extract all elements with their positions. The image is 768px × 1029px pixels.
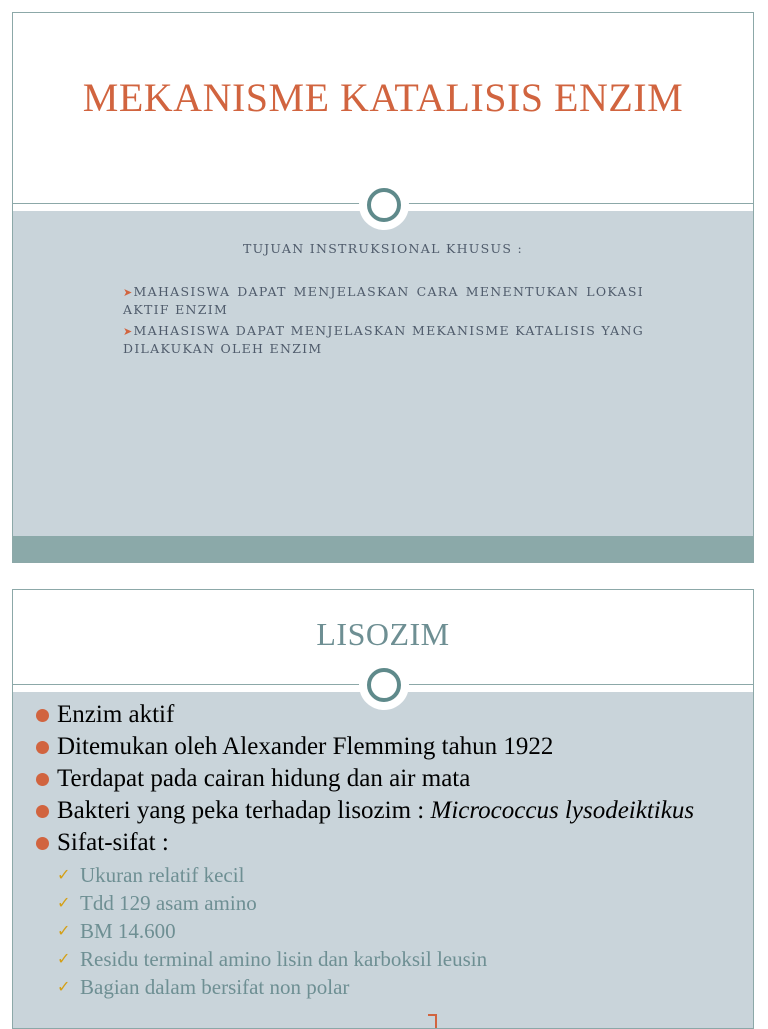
bullet-text: Ditemukan oleh Alexander Flemming tahun 1922	[57, 733, 554, 760]
slide-2-title: LISOZIM	[316, 616, 450, 652]
arrow-bullet-icon: ➤	[123, 286, 134, 299]
bullet-dot-icon	[36, 741, 49, 754]
sub-bullet-text: Tdd 129 asam amino	[80, 891, 257, 915]
objectives-list	[123, 283, 644, 361]
checkmark-icon: ✓	[57, 893, 71, 912]
sub-bullet-item	[35, 947, 735, 971]
bullet-list	[35, 703, 735, 1003]
bullet-item	[35, 735, 735, 758]
objective-item	[123, 283, 644, 318]
bullet-text: Enzim aktif	[57, 701, 175, 728]
objectives-heading: TUJUAN INSTRUKSIONAL KHUSUS :	[242, 241, 523, 256]
sub-bullet-item	[35, 919, 735, 943]
bracket-icon	[428, 1014, 437, 1029]
sub-bullet-text: Ukuran relatif kecil	[80, 863, 245, 887]
sub-bullet-item	[35, 863, 735, 887]
circle-ornament-icon	[367, 188, 401, 222]
sub-bullet-text: BM 14.600	[80, 919, 176, 943]
arrow-bullet-icon: ➤	[123, 325, 134, 338]
checkmark-icon: ✓	[57, 949, 71, 968]
checkmark-icon: ✓	[57, 865, 71, 884]
bullet-dot-icon	[36, 773, 49, 786]
sub-bullet-item	[35, 975, 735, 999]
bullet-italic-text: Micrococcus lysodeiktikus	[430, 797, 695, 824]
bullet-text: Terdapat pada cairan hidung dan air mata	[57, 765, 471, 792]
objective-text: MAHASISWA DAPAT MENJELASKAN MEKANISME KATALISIS YANG DILAKUKAN OLEH ENZIM	[123, 323, 644, 356]
bullet-dot-icon	[36, 805, 49, 818]
footer-bar	[13, 536, 753, 562]
bullet-item	[35, 767, 735, 790]
objective-item	[123, 322, 644, 357]
content-area	[13, 211, 753, 538]
checkmark-icon: ✓	[57, 977, 71, 996]
objective-text: MAHASISWA DAPAT MENJELASKAN CARA MENENTUKAN LOKASI AKTIF ENZIM	[123, 284, 644, 317]
checkmark-icon: ✓	[57, 921, 71, 940]
sub-bullet-text: Bagian dalam bersifat non polar	[80, 975, 350, 999]
bullet-text: Sifat-sifat :	[57, 829, 169, 856]
bullet-item	[35, 799, 735, 822]
bullet-dot-icon	[36, 709, 49, 722]
bullet-item	[35, 831, 735, 854]
slide-2	[12, 589, 754, 1029]
sub-bullet-item	[35, 891, 735, 915]
circle-ornament-icon	[367, 668, 401, 702]
slide-1	[12, 12, 754, 563]
sub-bullet-text: Residu terminal amino lisin dan karboksil leusin	[80, 947, 488, 971]
slide-1-title: MEKANISME KATALISIS ENZIM	[82, 75, 684, 120]
bullet-item	[35, 703, 735, 726]
bullet-text: Bakteri yang peka terhadap lisozim :	[57, 797, 431, 824]
bullet-dot-icon	[36, 837, 49, 850]
